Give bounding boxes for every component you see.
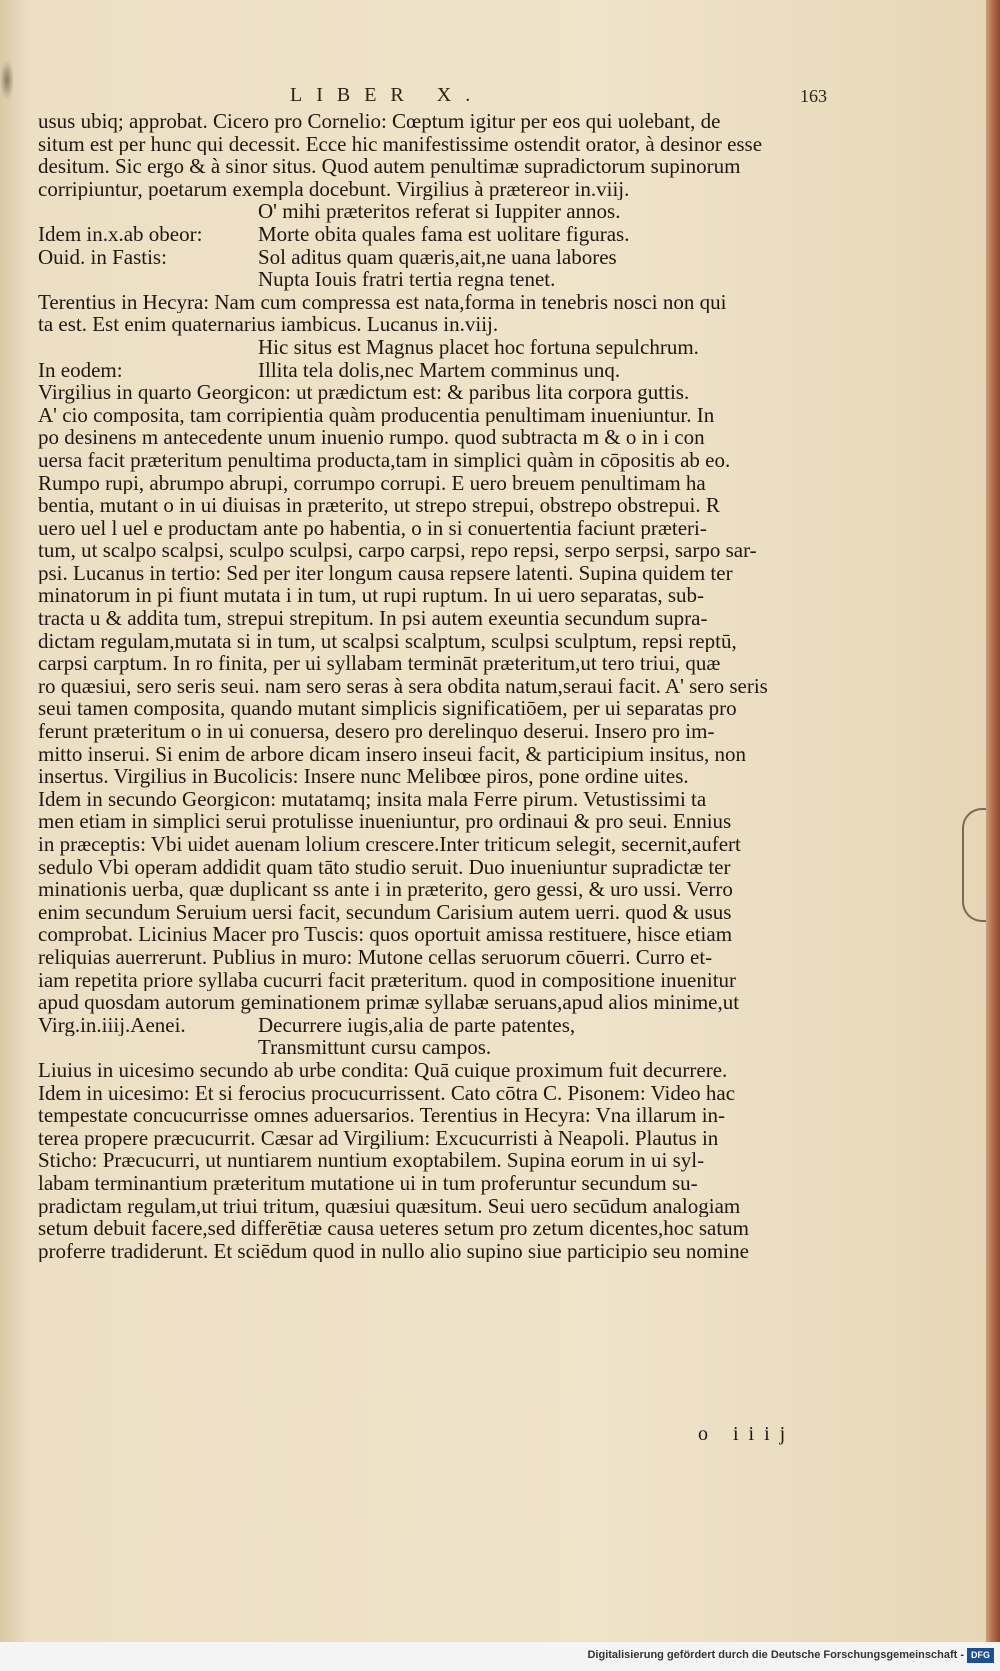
verse-line: Nupta Iouis fratri tertia regna tenet. [258,268,556,291]
prose-line: mitto inserui. Si enim de arbore dicam insero inseui facit, & participium insitus, non [38,742,747,766]
page-edge [986,0,1000,1642]
verse-line-labeled [38,223,838,246]
verse-text: Sol aditus quam quæris,ait,ne uana labores [258,245,617,269]
prose-line: enim secundum Seruium uersi facit, secundum Carisium autem uerri. quod & usus [38,900,732,924]
prose-line: usus ubiq; approbat. Cicero pro Cornelio: Cœptum igitur per eos qui uolebant, de [38,110,721,133]
citation-label: In eodem: [38,358,123,382]
prose-line: Rumpo rupi, abrumpo abrupi, corrumpo corrupi. E uero breuem penultimam ha [38,471,706,495]
folio-number: 163 [800,86,827,106]
footer-bar [0,1642,1000,1671]
prose-line: setum debuit facere,sed differētiæ causa ueteres setum pro zetum dicentes,hoc satum [38,1217,750,1240]
prose-line: ferunt præteritum o in ui conuersa, desero pro derelinquo deserui. Insero pro im- [38,720,715,743]
prose-line: in præceptis: Vbi uidet auenam lolium crescere.Inter triticum selegit, secernit,aufert [38,833,741,856]
prose-line: comprobat. Licinius Macer pro Tuscis: quos oportuit amissa restituere, hisce etiam [38,923,733,946]
text-block [38,110,838,1262]
verse-line: O' mihi præteritos referat si Iuppiter annos. [258,200,621,223]
prose-line: ta est. Est enim quaternarius iambicus. Lucanus in.viij. [38,313,499,336]
verse-line-labeled [38,246,838,269]
prose-line: pradictam regulam,ut triui tritum, quæsiui quæsitum. Seui uero secūdum analogiam [38,1194,741,1218]
prose-line: tempestate concucurrisse omnes aduersarios. Terentius in Hecyra: Vna illarum in- [38,1104,726,1127]
prose-line: apud quosdam autorum geminationem primæ syllabæ seruans,apud alios minime,ut [38,991,740,1014]
signature-mark: o iiij [698,1423,796,1445]
verse-line-labeled [38,1014,838,1037]
prose-line: tracta u & addita tum, strepui strepitum. In psi autem exeuntia secundum supra- [38,607,708,630]
prose-line: iam repetita priore syllaba cucurri facit præteritum. quod in compositione inuenitur [38,968,737,992]
running-title: LIBER X. [290,84,485,106]
prose-line: reliquias auerrerunt. Publius in muro: Mutone cellas seruorum cōuerri. Curro et- [38,945,713,969]
citation-label: Idem in.x.ab obeor: [38,222,203,246]
prose-line: uersa facit præteritum penultima producta,tam in simplici quàm in cōpositis ab eo. [38,448,731,472]
verse-line: Hic situs est Magnus placet hoc fortuna sepulchrum. [258,335,699,359]
prose-line: ro quæsiui, sero seris seui. nam sero seras à sera obdita natum,seraui facit. A' sero seris [38,674,768,698]
prose-line: minationis uerba, quæ duplicant ss ante i in præterito, gero gessi, & uro ussi. Verro [38,878,733,901]
prose-line: po desinens m antecedente unum inuenio rumpo. quod subtracta m & o in i con [38,426,705,449]
prose-line: insertus. Virgilius in Bucolicis: Insere nunc Melibœe piros, pone ordine uites. [38,765,689,788]
prose-line: Liuius in uicesimo secundo ab urbe condita: Quā cuique proximum fuit decurrere. [38,1058,728,1082]
verse-line: Transmittunt cursu campos. [258,1036,492,1059]
verse-line-labeled [38,359,838,382]
prose-line: situm est per hunc qui decessit. Ecce hic manifestissime ostendit orator, à desinor esse [38,132,763,156]
dfg-logo: DFG [967,1648,994,1663]
prose-line: terea propere præcucurrit. Cæsar ad Virgilium: Excucurristi à Neapoli. Plautus in [38,1126,719,1150]
funding-credit: Digitalisierung gefördert durch die Deutsche Forschungsgemeinschaft - [587,1649,964,1661]
prose-line: sedulo Vbi operam addidit quam tāto studio seruit. Duo inueniuntur supradictæ ter [38,855,731,879]
prose-line: carpsi carptum. In ro finita, per ui syllabam termināt præteritum,ut tero triui, quæ [38,652,721,675]
verse-text: Morte obita quales fama est uolitare figuras. [258,222,630,246]
prose-line: tum, ut scalpo scalpsi, sculpo sculpsi, carpo carpsi, repo repsi, serpo serpsi, sarpo sar- [38,539,757,562]
prose-line: Sticho: Præcucurri, ut nuntiarem nuntium exoptabilem. Supina eorum in ui syl- [38,1149,705,1172]
prose-line: minatorum in pi fiunt mutata i in tum, ut rupi ruptum. In ui uero separatas, sub- [38,584,705,608]
verse-text: Illita tela dolis,nec Martem comminus unq. [258,358,621,382]
prose-line: Terentius in Hecyra: Nam cum compressa est nata,forma in tenebris nosci non qui [38,290,727,314]
prose-line: dictam regulam,mutata si in tum, ut scalpsi scalptum, sculpsi sculptum, repsi reptū, [38,629,737,653]
prose-line: Virgilius in quarto Georgicon: ut prædictum est: & paribus lita corpora guttis. [38,381,690,404]
prose-line: corripiuntur, poetarum exempla docebunt. Virgilius à prætereor in.viij. [38,177,630,201]
prose-line: labam terminantium præteritum mutatione ui in tum proferuntur secundum su- [38,1171,698,1195]
prose-line: Idem in secundo Georgicon: mutatamq; insita mala Ferre pirum. Vetustissimi ta [38,787,707,811]
prose-line: uero uel l uel e productam ante po habentia, o in si conuertentia faciunt præteri- [38,516,707,540]
citation-label: Virg.in.iiij.Aenei. [38,1013,186,1037]
prose-line: proferre tradiderunt. Et sciēdum quod in nullo alio supino siue participio seu nomine [38,1239,749,1263]
prose-line: Idem in uicesimo: Et si ferocius procucurrissent. Cato cōtra C. Pisonem: Video hac [38,1081,736,1105]
citation-label: Ouid. in Fastis: [38,245,167,269]
prose-line: psi. Lucanus in tertio: Sed per iter longum causa repsere latenti. Supina quidem ter [38,561,733,585]
verse-text: Decurrere iugis,alia de parte patentes, [258,1013,576,1037]
prose-line: seui tamen composita, quando mutant simplicis significatiōem, per ui separatas pro [38,697,737,721]
prose-line: bentia, mutant o in ui diuisas in præterito, ut strepo strepui, obstrepo obstrepui. R [38,494,720,517]
prose-line: desitum. Sic ergo & à sinor situs. Quod autem penultimæ supradictorum supinorum [38,155,741,178]
prose-line: men etiam in simplici serui protulisse inueniuntur, pro ordinaui & pro seui. Ennius [38,810,732,833]
prose-line: A' cio composita, tam corripientia quàm producentia penultimam inueniuntur. In [38,403,715,427]
